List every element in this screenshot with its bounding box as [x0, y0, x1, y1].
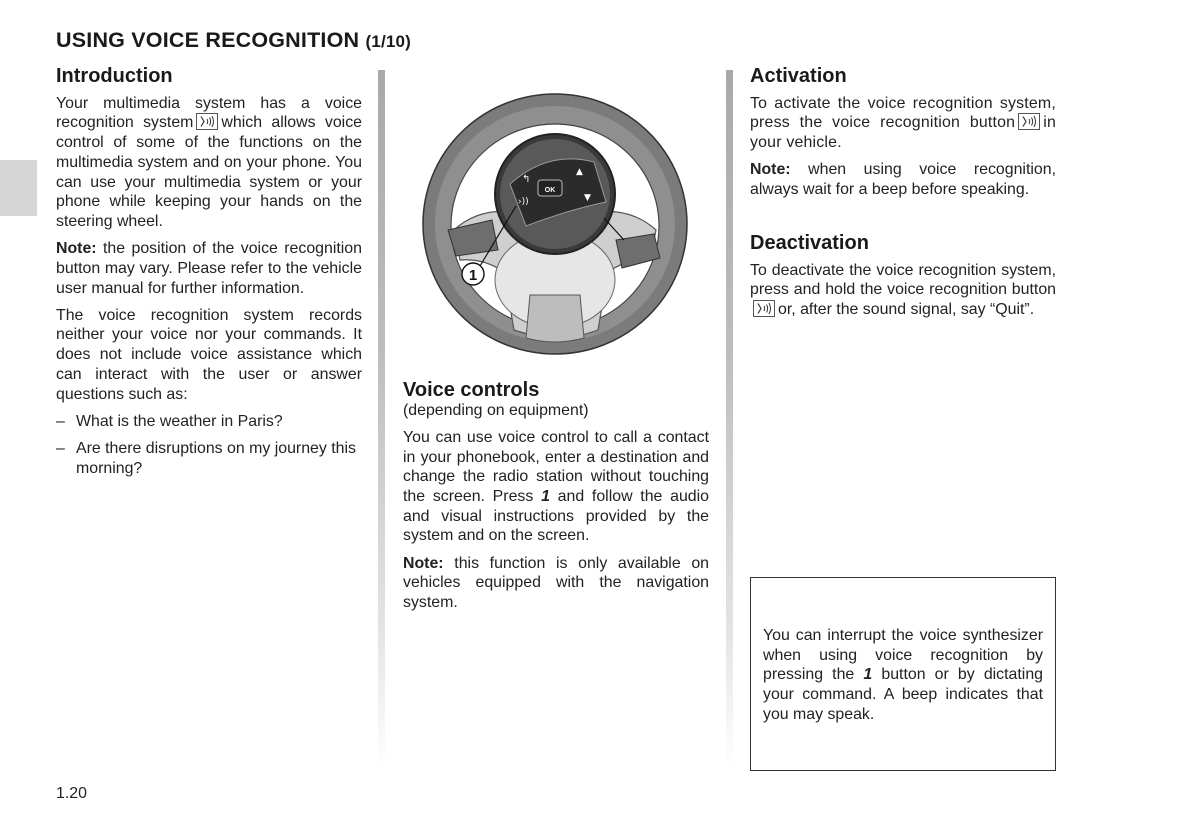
introduction-heading: Introduction	[56, 65, 173, 87]
activation-heading: Activation	[750, 65, 847, 87]
dash: –	[56, 412, 65, 430]
deactivation-text-a: To deactivate the voice recognition system, press and hold the voice recognition button	[750, 261, 1056, 299]
activation-note	[750, 160, 1056, 199]
note-label: Note:	[403, 554, 444, 572]
voice-controls-heading: Voice controls	[403, 379, 540, 401]
voice-controls-section	[403, 381, 709, 620]
steering-wheel-illustration	[418, 90, 698, 362]
page-title-text: USING VOICE RECOGNITION	[56, 28, 360, 52]
intro-text-a: Your multimedia system has a voice recognition system	[56, 94, 362, 132]
intro-paragraph-records: The voice recognition system records neither your voice nor your commands. It does not include voice assistance which can interact with the user or answer questions such as:	[56, 306, 362, 403]
callout-1: 1	[468, 267, 478, 284]
chapter-side-tab	[0, 160, 37, 216]
info-box	[750, 577, 1056, 771]
voice-controls-paragraph	[403, 428, 709, 546]
svg-text:›)): ›))	[518, 197, 529, 207]
activation-text-b: in your vehicle.	[750, 114, 1056, 152]
note-text: when using voice recognition, always wait for a beep before speaking.	[750, 161, 1056, 199]
voice-controls-text-a: You can use voice control to call a contact in your phonebook, enter a destination and change the radio station without touching the screen. Press	[403, 428, 709, 506]
wheel-ok-label: OK	[544, 187, 556, 194]
deactivation-section	[750, 234, 1056, 327]
info-box-text	[763, 626, 1043, 725]
dash: –	[56, 439, 65, 457]
list-item-text: Are there disruptions on my journey this morning?	[76, 439, 356, 477]
activation-paragraph	[750, 94, 1056, 153]
button-ref-1: 1	[863, 666, 873, 684]
column-divider-left	[378, 70, 385, 770]
list-item-text: What is the weather in Paris?	[76, 412, 283, 430]
deactivation-heading: Deactivation	[750, 232, 869, 254]
page-number: 1.20	[56, 785, 87, 802]
info-text-b: button or by dictating your command. A beep indicates that you may speak.	[763, 666, 1044, 723]
deactivation-text-b: or, after the sound signal, say “Quit”.	[778, 301, 1035, 319]
voice-controls-text-b: and follow the audio and visual instructions provided by the system and on the screen.	[403, 488, 709, 545]
voice-recognition-icon	[753, 300, 775, 317]
activation-section	[750, 67, 1056, 207]
svg-text:▲: ▲	[576, 167, 583, 177]
intro-paragraph	[56, 94, 362, 232]
info-text-a: You can interrupt the voice synthesizer when using voice recognition by pressing the	[763, 627, 1043, 684]
deactivation-paragraph	[750, 261, 1056, 320]
list-item	[56, 412, 362, 432]
voice-controls-subheading: (depending on equipment)	[403, 401, 589, 419]
column-divider-right	[726, 70, 733, 770]
note-label: Note:	[56, 240, 97, 258]
svg-text:↰: ↰	[522, 174, 531, 185]
note-text: the position of the voice recognition button may vary. Please refer to the vehicle user manual for further information.	[56, 240, 362, 297]
voice-recognition-icon	[1018, 113, 1040, 130]
page-title	[56, 28, 411, 53]
svg-text:▼: ▼	[584, 193, 591, 203]
note-text: this function is only available on vehicles equipped with the navigation system.	[403, 554, 709, 612]
page-title-part: (1/10)	[365, 32, 412, 51]
introduction-section	[56, 67, 362, 486]
activation-text-a: To activate the voice recognition system, press the voice recognition button	[750, 94, 1056, 132]
voice-controls-note	[403, 554, 709, 613]
note-label: Note:	[750, 161, 791, 179]
button-ref-1: 1	[541, 488, 550, 506]
voice-recognition-icon	[196, 113, 218, 130]
list-item	[56, 439, 362, 478]
intro-text-b: which allows voice control of some of the functions on the multimedia system and on your phone. You can use your multimedia system or your phone while keeping your hands on the steering wheel.	[56, 114, 362, 230]
intro-note	[56, 239, 362, 298]
